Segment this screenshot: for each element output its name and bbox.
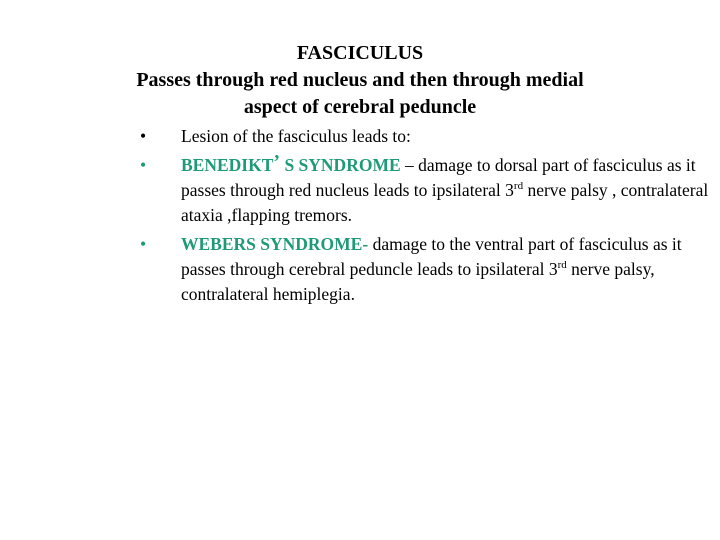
bullet-item-webers: [140, 232, 710, 307]
bullet-marker: •: [140, 126, 147, 146]
bullet-text: – damage to dorsal part of fasciculus as it passes through red nucleus leads to ipsilateral 3: [181, 155, 696, 200]
bullet-marker: •: [140, 155, 147, 175]
bullet-item-benedikt: [140, 153, 710, 228]
bullet-item-lesion: [140, 124, 710, 149]
title-subtitle-line-2: aspect of cerebral peduncle: [243, 96, 477, 118]
syndrome-name-webers: WEBERS SYNDROME-: [181, 234, 369, 254]
syndrome-name-apostrophe: ’: [273, 151, 281, 173]
title-heading: FASCICULUS: [296, 42, 424, 64]
syndrome-name-part2: S SYNDROME: [280, 155, 401, 175]
superscript-rd: rd: [557, 259, 567, 271]
title-subtitle-line-1: Passes through red nucleus and then through medial: [136, 69, 584, 91]
bullet-text: Lesion of the fasciculus leads to:: [181, 126, 411, 146]
slide-title: [60, 40, 700, 121]
syndrome-name-benedikt: [181, 151, 401, 175]
bullet-text-continued: nerve palsy , contralateral ataxia ,flapping tremors.: [181, 180, 709, 225]
syndrome-name-part1: BENEDIKT: [181, 155, 274, 175]
bullet-text-continued: nerve palsy, contralateral hemiplegia.: [181, 259, 655, 304]
bullet-text: damage to the ventral part of fasciculus as it passes through cerebral peduncle leads to ipsilateral 3: [181, 234, 682, 279]
bullet-list: [140, 124, 710, 311]
bullet-marker: •: [140, 234, 147, 254]
superscript-rd: rd: [513, 180, 524, 192]
